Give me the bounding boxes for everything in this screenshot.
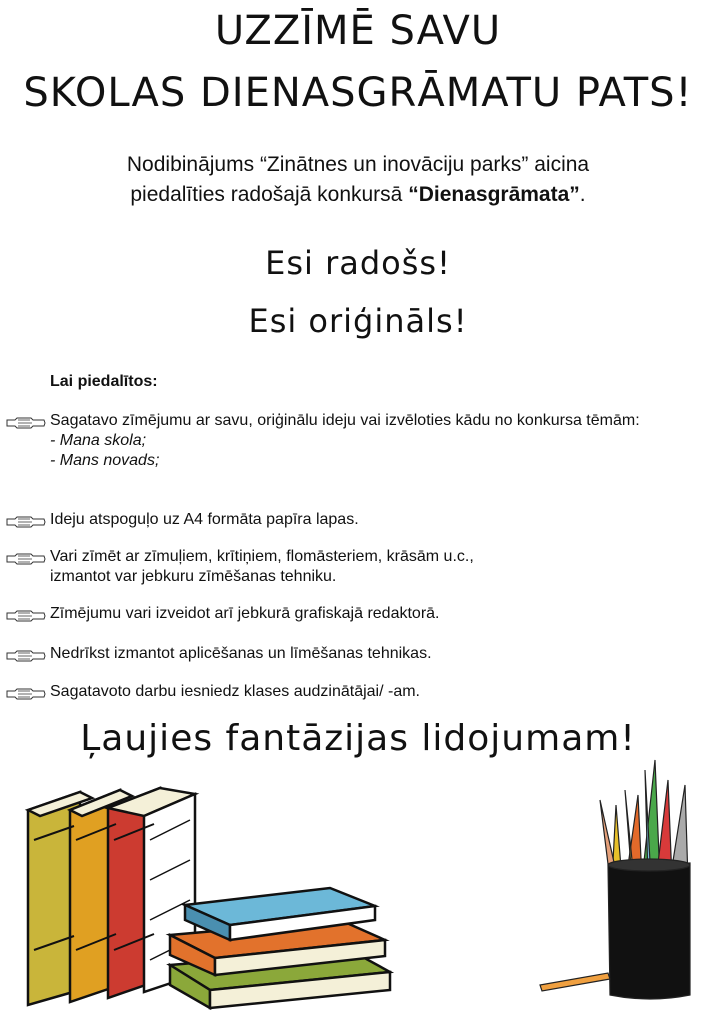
contest-name: “Dienasgrāmata” — [408, 183, 580, 206]
pointing-hand-icon — [6, 411, 50, 471]
rule-item-2 — [6, 510, 710, 534]
intro-line-2-suffix: . — [579, 183, 586, 206]
rule-text: Vari zīmēt ar zīmuļiem, krītiņiem, flomāsteriem, krāsām u.c., — [50, 548, 474, 565]
rule-text: Sagatavo zīmējumu ar savu, oriģinālu ideju vai izvēloties kādu no konkursa tēmām: — [50, 412, 640, 429]
rule-item-5 — [6, 644, 710, 668]
rule-text: Sagatavoto darbu iesniedz klases audzinātājai/ -am. — [50, 683, 420, 700]
rule-text: Zīmējumu vari izveidot arī jebkurā grafiskajā redaktorā. — [50, 605, 440, 622]
pointing-hand-icon — [6, 644, 50, 668]
intro-line-2-prefix: piedalīties radošajā konkursā — [130, 183, 409, 206]
rule-text-line-2: izmantot var jebkuru zīmēšanas tehniku. — [50, 568, 337, 585]
rule-item-1 — [6, 411, 710, 471]
pointing-hand-icon — [6, 682, 50, 706]
book-stack-illustration — [20, 780, 420, 1010]
theme-my-county: - Mans novads; — [50, 452, 160, 469]
rules-title: Lai piedalītos: — [50, 373, 158, 390]
pointing-hand-icon — [6, 510, 50, 534]
pointing-hand-icon — [6, 604, 50, 628]
pointing-hand-icon — [6, 547, 50, 587]
pencil-cup-illustration — [530, 745, 700, 1005]
slogan-creative: Esi radošs! — [265, 244, 451, 282]
closing-slogan: Ļaujies fantāzijas lidojumam! — [80, 718, 636, 759]
rule-item-4 — [6, 604, 710, 628]
rule-text: Nedrīkst izmantot aplicēšanas un līmēšanas tehnikas. — [50, 645, 432, 662]
rule-item-6 — [6, 682, 710, 706]
slogan-original: Esi oriģināls! — [248, 302, 468, 340]
theme-my-school: - Mana skola; — [50, 432, 147, 449]
title-line-1: UZZĪMĒ SAVU — [214, 8, 502, 54]
rule-text: Ideju atspoguļo uz A4 formāta papīra lapas. — [50, 511, 359, 528]
intro-text — [0, 150, 716, 210]
title-line-2: SKOLAS DIENASGRĀMATU PATS! — [23, 70, 693, 116]
rule-item-3 — [6, 547, 710, 587]
intro-line-1: Nodibinājums “Zinātnes un inovāciju parks” aicina — [126, 153, 590, 176]
intro-line-2 — [0, 180, 716, 210]
